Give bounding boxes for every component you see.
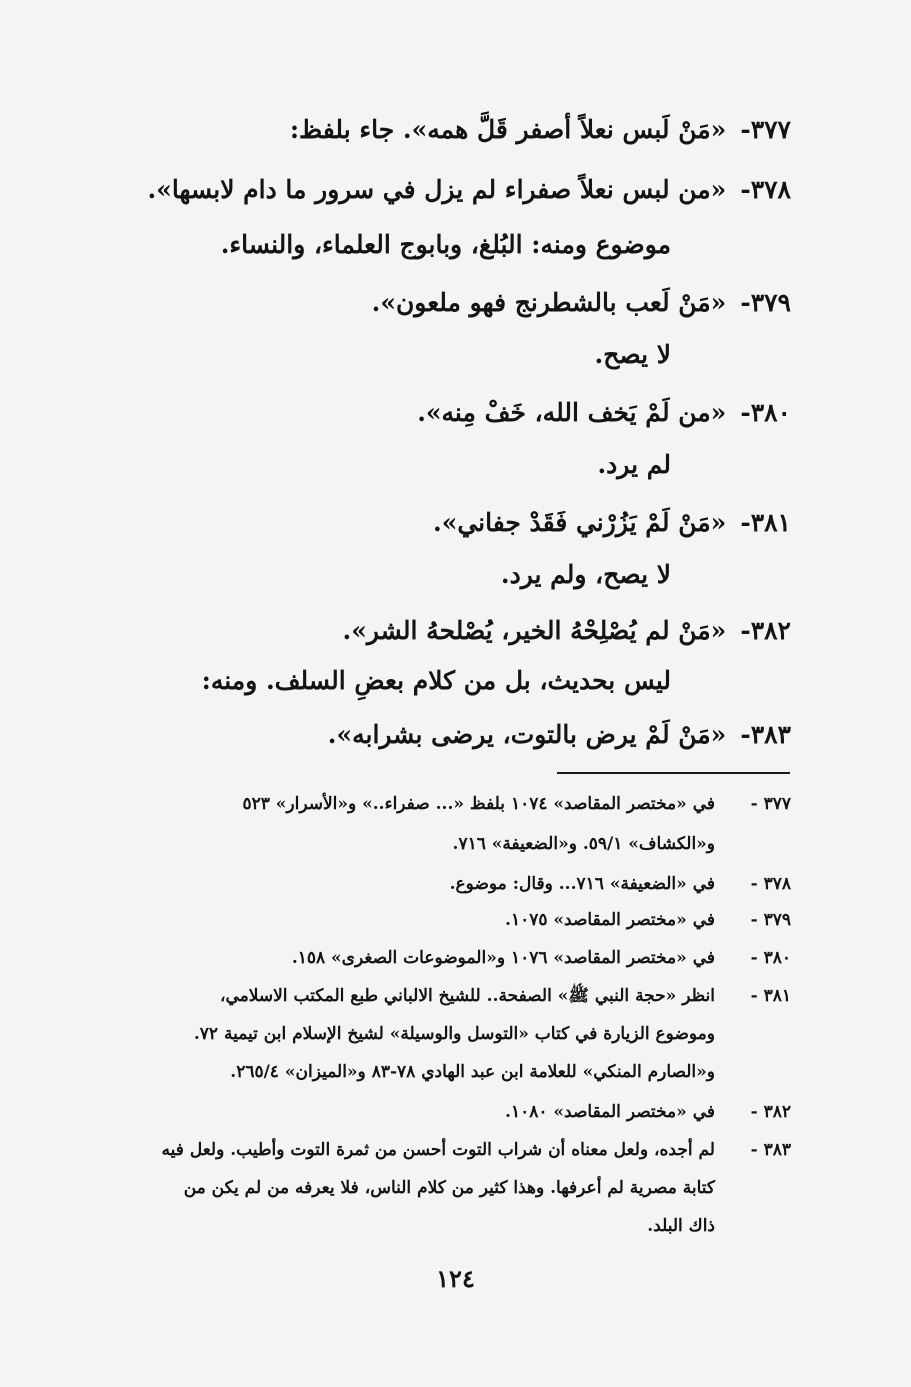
entry-text: «مَنْ لَعب بالشطرنج فهو ملعون». — [371, 288, 727, 317]
footnote-number: ٣٧٨ - — [750, 874, 791, 894]
footnote-number: ٣٨٠ - — [750, 948, 791, 968]
entry-number: ٣٧٧- — [740, 115, 791, 144]
footnote-number: ٣٨١ - — [750, 986, 791, 1006]
footnote-line: انظر «حجة النبي ﷺ» الصفحة.. للشيخ الالباني طبع المكتب الاسلامي، — [219, 986, 715, 1006]
entry-383 — [328, 718, 791, 752]
entry-380 — [417, 396, 791, 430]
entry-number: ٣٨٣- — [740, 720, 791, 749]
footnote-number: ٣٧٩ - — [750, 910, 791, 930]
footnote-line: في «مختصر المقاصد» ١٠٧٥. — [505, 910, 715, 930]
entry-381 — [433, 506, 791, 540]
entry-text: «مَنْ لَبس نعلاً أصفر قَلَّ همه». جاء بلفظ: — [289, 115, 727, 144]
entry-379 — [372, 286, 791, 320]
entry-text: «من لَمْ يَخف الله، خَفْ مِنه». — [417, 398, 727, 427]
footnote-line: في «مختصر المقاصد» ١٠٧٦ و«الموضوعات الصغرى» ١٥٨. — [291, 948, 715, 968]
entry-comment: لم يرد. — [597, 450, 671, 479]
footnote-line: و«الكشاف» ٥٩/١. و«الضعيفة» ٧١٦. — [452, 834, 715, 854]
entry-text: «مَنْ لَمْ يَزُرْني فَقَدْ جفاني». — [433, 508, 727, 537]
footnote-line: ذاك البلد. — [647, 1216, 715, 1236]
footnote-number: ٣٧٧ - — [750, 794, 791, 814]
footnote-line: وموضوع الزيارة في كتاب «التوسل والوسيلة» لشيخ الإسلام ابن تيمية ٧٢. — [193, 1024, 715, 1044]
footnote-line: لم أجده، ولعل معناه أن شراب التوت أحسن من ثمرة التوت وأطيب. ولعل فيه — [161, 1140, 715, 1160]
footnote-line: في «الضعيفة» ٧١٦... وقال: موضوع. — [449, 874, 715, 894]
entry-comment: لا يصح، ولم يرد. — [500, 560, 671, 589]
entry-number: ٣٨٠- — [740, 398, 791, 427]
entry-378 — [147, 173, 791, 207]
entry-text: «من لبس نعلاً صفراء لم يزل في سرور ما دام لابسها». — [147, 175, 727, 204]
entry-comment: موضوع ومنه: البُلغ، وبابوج العلماء، والنساء. — [220, 230, 671, 259]
entry-comment: ليس بحديث، بل من كلام بعضِ السلف. ومنه: — [201, 666, 671, 695]
footnote-separator — [557, 772, 790, 774]
entry-text: «مَنْ لَمْ يرض بالتوت، يرضى بشرابه». — [327, 720, 727, 749]
entry-text: «مَنْ لم يُصْلِحْهُ الخير، يُصْلحهُ الشر». — [342, 616, 727, 645]
footnote-number: ٣٨٢ - — [750, 1102, 791, 1122]
entry-number: ٣٧٩- — [740, 288, 791, 317]
entry-comment: لا يصح. — [594, 340, 671, 369]
footnote-line: كتابة مصرية لم أعرفها. وهذا كثير من كلام الناس، فلا يعرفه من لم يكن من — [183, 1178, 715, 1198]
entry-377 — [290, 113, 791, 147]
footnote-number: ٣٨٣ - — [750, 1140, 791, 1160]
footnote-line: و«الصارم المنكي» للعلامة ابن عبد الهادي ٧٨-٨٣ و«الميزان» ٢٦٥/٤. — [230, 1062, 715, 1082]
entry-number: ٣٨١- — [740, 508, 791, 537]
entry-number: ٣٧٨- — [740, 175, 791, 204]
footnote-line: في «مختصر المقاصد» ١٠٧٤ بلفظ «... صفراء..» و«الأسرار» ٥٢٣ — [242, 794, 715, 814]
entry-382 — [342, 614, 791, 648]
footnote-line: في «مختصر المقاصد» ١٠٨٠. — [505, 1102, 715, 1122]
page-number: ١٢٤ — [436, 1264, 475, 1293]
entry-number: ٣٨٢- — [740, 616, 791, 645]
